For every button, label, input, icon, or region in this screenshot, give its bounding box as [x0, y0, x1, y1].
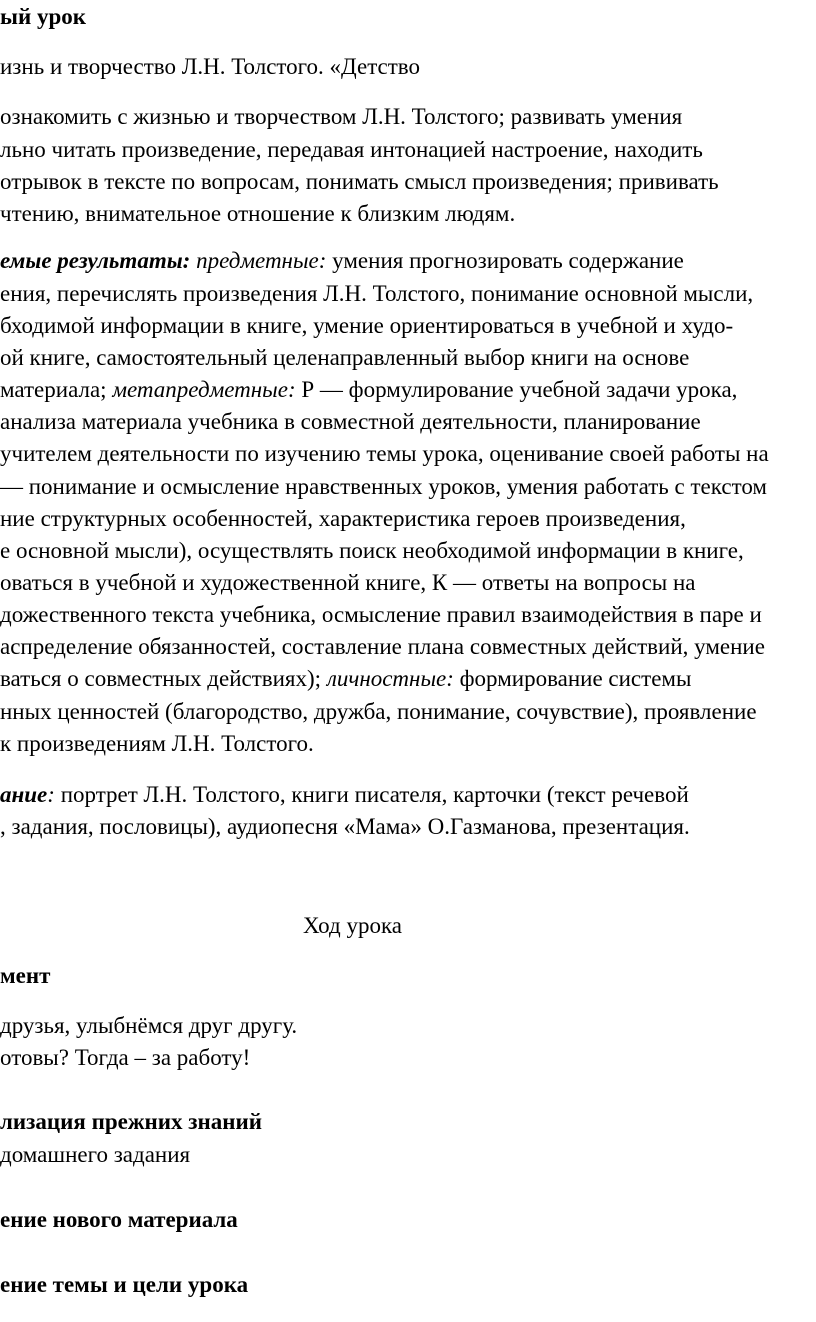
results-line: аспределение обязанностей, составление плана совместных действий, умение: [0, 634, 765, 659]
goal-line: льно читать произведение, передавая интонацией настроение, находить: [0, 137, 703, 162]
results-line: ние структурных особенностей, характеристика героев произведения,: [0, 506, 686, 531]
greeting-line: друзья, улыбнёмся друг другу.: [0, 1013, 298, 1038]
results-line: [0, 246, 684, 276]
results-text: Р — формулирование учебной задачи урока,: [295, 377, 738, 402]
results-line: — понимание и осмысление нравственных уроков, умения работать с текстом: [0, 474, 767, 499]
results-line: бходимой информации в книге, умение ориентироваться в учебной и худо-: [0, 313, 734, 338]
results-text: ваться о совместных действиях);: [0, 666, 327, 691]
equipment-line: [0, 780, 689, 810]
equipment-text: портрет Л.Н. Толстого, книги писателя, карточки (текст речевой: [54, 782, 689, 807]
subject-results-label: предметные:: [196, 248, 327, 273]
goal-line: чтению, внимательное отношение к близким людям.: [0, 201, 516, 226]
org-moment-heading: мент: [0, 963, 51, 988]
goal-line: отрывок в тексте по вопросам, понимать смысл произведения; прививать: [0, 169, 719, 194]
equipment-label: ание: [0, 782, 48, 807]
goal-line: ознакомить с жизнью и творчеством Л.Н. Толстого; развивать умения: [0, 104, 683, 129]
results-line: оваться в учебной и художественной книге, К — ответы на вопросы на: [0, 570, 696, 595]
results-text: формирование системы: [453, 666, 692, 691]
personal-results-label: личностные:: [326, 666, 454, 691]
meta-results-label: метапредметные:: [112, 377, 296, 402]
results-line: дожественного текста учебника, осмысление правил взаимодействия в паре и: [0, 602, 762, 627]
lesson-topic: изнь и творчество Л.Н. Толстого. «Детство: [0, 54, 420, 79]
results-line: [0, 664, 691, 694]
results-label: емые результаты:: [0, 248, 191, 273]
equipment-colon: :: [47, 782, 55, 807]
equipment-line: , задания, пословицы), аудиопесня «Мама» О.Газманова, презентация.: [0, 814, 690, 839]
results-line: нных ценностей (благородство, дружба, понимание, сочувствие), проявление: [0, 699, 757, 724]
results-line: к произведениям Л.Н. Толстого.: [0, 731, 314, 756]
results-text: умения прогнозировать содержание: [326, 248, 684, 273]
results-text: материала;: [0, 377, 113, 402]
greeting-line: отовы? Тогда – за работу!: [0, 1045, 251, 1070]
results-line: ой книге, самостоятельный целенаправленный выбор книги на основе: [0, 345, 690, 370]
actualization-heading: лизация прежних знаний: [0, 1109, 263, 1134]
new-material-heading: ение нового материала: [0, 1207, 238, 1232]
results-line: [0, 375, 737, 405]
results-line: е основной мысли), осуществлять поиск необходимой информации в книге,: [0, 538, 744, 563]
results-line: учителем деятельности по изучению темы урока, оценивание своей работы на: [0, 441, 769, 466]
homework-check: домашнего задания: [0, 1142, 191, 1167]
lesson-type-heading: ый урок: [0, 4, 87, 29]
results-line: ения, перечислять произведения Л.Н. Толстого, понимание основной мысли,: [0, 281, 754, 306]
lesson-flow-title: Ход урока: [303, 913, 402, 938]
topic-goal-heading: ение темы и цели урока: [0, 1272, 249, 1297]
results-line: анализа материала учебника в совместной деятельности, планирование: [0, 409, 701, 434]
